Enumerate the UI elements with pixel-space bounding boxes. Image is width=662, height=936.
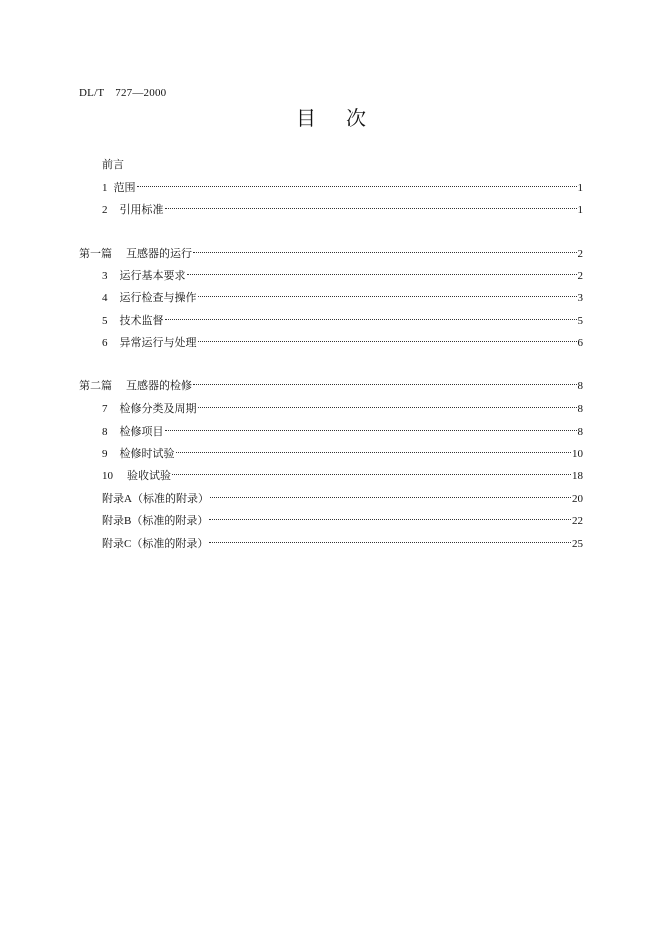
toc-entry-number: 9 <box>102 448 108 460</box>
page-title <box>0 102 662 131</box>
toc-entry-label: 验收试验 <box>127 470 171 482</box>
toc-entry-1[interactable] <box>102 179 583 197</box>
toc-entry-page: 5 <box>577 315 583 327</box>
toc-entry-number: 第一篇 <box>79 248 112 260</box>
toc-entry-number: 7 <box>102 403 108 415</box>
toc-entry-label: 范围 <box>113 182 136 194</box>
toc-part-1[interactable] <box>79 245 583 263</box>
title-char-1: 目 <box>296 106 316 130</box>
toc-entry-label: 异常运行与处理 <box>119 337 197 349</box>
toc-entry-9[interactable] <box>102 445 583 463</box>
toc-leader <box>165 208 577 209</box>
toc-appendix-a[interactable] <box>102 490 583 508</box>
toc-entry-page: 18 <box>572 470 583 482</box>
toc-appendix-c[interactable] <box>102 535 583 553</box>
toc-entry-number: 10 <box>102 470 113 482</box>
toc-entry-page: 2 <box>577 248 583 260</box>
toc-entry-label: 运行基本要求 <box>119 270 186 282</box>
title-char-2: 次 <box>346 106 366 130</box>
toc-entry-page: 1 <box>577 204 583 216</box>
toc-entry-3[interactable] <box>102 267 583 285</box>
toc-entry-page: 3 <box>577 292 583 304</box>
toc-entry-page: 1 <box>577 182 583 194</box>
toc-entry-label: 附录B（标准的附录） <box>102 515 209 527</box>
toc-entry-5[interactable] <box>102 312 583 330</box>
toc-entry-page: 2 <box>577 270 583 282</box>
toc-entry-7[interactable] <box>102 400 583 418</box>
toc-leader <box>209 542 571 543</box>
toc-entry-page: 25 <box>572 538 583 550</box>
toc-entry-page: 20 <box>572 493 583 505</box>
toc-entry-6[interactable] <box>102 334 583 352</box>
toc-entry-page: 10 <box>572 448 583 460</box>
toc-entry-label: 运行检查与操作 <box>119 292 197 304</box>
toc-leader <box>187 274 577 275</box>
toc-entry-page: 6 <box>577 337 583 349</box>
toc-entry-8[interactable] <box>102 423 583 441</box>
toc-entry-label: 检修分类及周期 <box>119 403 197 415</box>
toc-leader <box>165 430 577 431</box>
toc-entry-label: 互感器的检修 <box>126 380 192 392</box>
toc-entry-label: 附录C（标准的附录） <box>102 538 209 550</box>
toc-entry-2[interactable] <box>102 201 583 219</box>
toc-entry-page: 8 <box>577 403 583 415</box>
toc-entry-number: 8 <box>102 426 108 438</box>
toc-entry-number: 4 <box>102 292 108 304</box>
toc-leader <box>193 384 577 385</box>
toc-entry-label: 技术监督 <box>119 315 164 327</box>
toc-leader <box>198 341 577 342</box>
toc-entry-number: 6 <box>102 337 108 349</box>
toc-leader <box>176 452 572 453</box>
toc-entry-10[interactable] <box>102 467 583 485</box>
toc-entry-number: 第二篇 <box>79 380 112 392</box>
toc-entry-4[interactable] <box>102 289 583 307</box>
document-code: DL/T 727—2000 <box>79 87 167 99</box>
toc-entry-number: 3 <box>102 270 108 282</box>
toc-entry-number: 2 <box>102 204 108 216</box>
toc-leader <box>137 186 577 187</box>
toc-part-2[interactable] <box>79 377 583 395</box>
toc-entry-page: 8 <box>577 426 583 438</box>
toc-entry-label: 互感器的运行 <box>126 248 192 260</box>
toc-leader <box>172 474 571 475</box>
toc-leader <box>209 519 571 520</box>
toc-entry-label: 检修项目 <box>119 426 164 438</box>
toc-leader <box>193 252 577 253</box>
toc-entry-label: 引用标准 <box>119 204 164 216</box>
toc-leader <box>198 296 577 297</box>
toc-entry-label: 检修时试验 <box>119 448 175 460</box>
toc-entry-page: 22 <box>572 515 583 527</box>
toc-entry-page: 8 <box>577 380 583 392</box>
toc-entry-number: 5 <box>102 315 108 327</box>
toc-leader <box>198 407 577 408</box>
toc-appendix-b[interactable] <box>102 512 583 530</box>
toc-preface[interactable]: 前言 <box>102 159 124 171</box>
toc-entry-number: 1 <box>102 182 108 194</box>
toc-leader <box>165 319 577 320</box>
toc-entry-label: 附录A（标准的附录） <box>102 493 209 505</box>
toc-leader <box>210 497 571 498</box>
